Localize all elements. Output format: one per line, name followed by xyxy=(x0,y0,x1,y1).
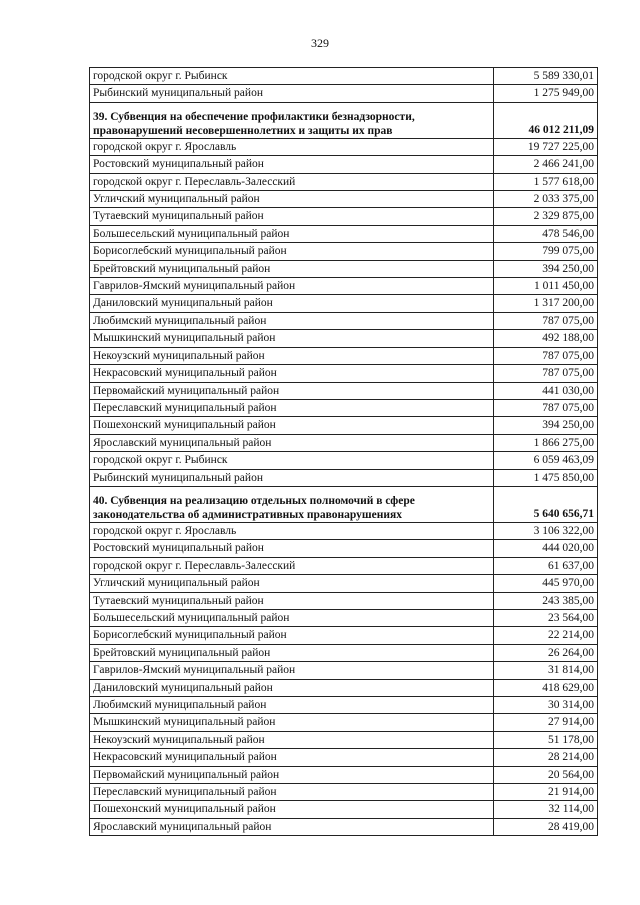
row-amount: 418 629,00 xyxy=(494,679,598,696)
row-name: Рыбинский муниципальный район xyxy=(90,85,494,102)
table-row xyxy=(90,662,598,679)
table-row xyxy=(90,627,598,644)
table-row xyxy=(90,365,598,382)
table-row xyxy=(90,260,598,277)
row-amount: 31 814,00 xyxy=(494,662,598,679)
row-name: Брейтовский муниципальный район xyxy=(90,644,494,661)
table-row xyxy=(90,452,598,469)
table-row xyxy=(90,749,598,766)
row-name: Даниловский муниципальный район xyxy=(90,679,494,696)
row-amount: 1 011 450,00 xyxy=(494,278,598,295)
row-name: Борисоглебский муниципальный район xyxy=(90,627,494,644)
row-name: Некрасовский муниципальный район xyxy=(90,365,494,382)
row-name: Переславский муниципальный район xyxy=(90,784,494,801)
row-name: Даниловский муниципальный район xyxy=(90,295,494,312)
table-row xyxy=(90,644,598,661)
table-row xyxy=(90,382,598,399)
row-amount: 243 385,00 xyxy=(494,592,598,609)
row-amount: 28 214,00 xyxy=(494,749,598,766)
section-header-row xyxy=(90,102,598,138)
row-name: Некрасовский муниципальный район xyxy=(90,749,494,766)
section-header-row xyxy=(90,486,598,522)
table-row xyxy=(90,679,598,696)
row-name: городской округ г. Ярославль xyxy=(90,138,494,155)
table-row xyxy=(90,469,598,486)
table-row xyxy=(90,208,598,225)
row-name: Любимский муниципальный район xyxy=(90,312,494,329)
row-amount: 28 419,00 xyxy=(494,818,598,835)
row-amount: 19 727 225,00 xyxy=(494,138,598,155)
row-name: городской округ г. Рыбинск xyxy=(90,68,494,85)
table-row xyxy=(90,575,598,592)
row-amount: 2 329 875,00 xyxy=(494,208,598,225)
row-amount: 445 970,00 xyxy=(494,575,598,592)
row-amount: 32 114,00 xyxy=(494,801,598,818)
table-row xyxy=(90,540,598,557)
row-amount: 787 075,00 xyxy=(494,347,598,364)
row-name: Угличский муниципальный район xyxy=(90,575,494,592)
table-row xyxy=(90,522,598,539)
row-amount: 27 914,00 xyxy=(494,714,598,731)
row-name: городской округ г. Переславль-Залесский xyxy=(90,173,494,190)
row-name: Некоузский муниципальный район xyxy=(90,347,494,364)
row-name: Ярославский муниципальный район xyxy=(90,818,494,835)
row-amount: 394 250,00 xyxy=(494,260,598,277)
table-row xyxy=(90,801,598,818)
section-title: 40. Субвенция на реализацию отдельных полномочий в сфере законодательства об административных правонарушениях xyxy=(90,486,494,522)
row-amount: 2 466 241,00 xyxy=(494,156,598,173)
row-amount: 1 475 850,00 xyxy=(494,469,598,486)
row-name: Мышкинский муниципальный район xyxy=(90,714,494,731)
row-name: Любимский муниципальный район xyxy=(90,697,494,714)
row-name: Ярославский муниципальный район xyxy=(90,434,494,451)
row-name: Тутаевский муниципальный район xyxy=(90,592,494,609)
row-amount: 30 314,00 xyxy=(494,697,598,714)
row-amount: 1 866 275,00 xyxy=(494,434,598,451)
subvention-table xyxy=(89,67,598,836)
table-row xyxy=(90,138,598,155)
row-name: Некоузский муниципальный район xyxy=(90,731,494,748)
table-row xyxy=(90,784,598,801)
row-amount: 394 250,00 xyxy=(494,417,598,434)
table-row xyxy=(90,697,598,714)
row-amount: 444 020,00 xyxy=(494,540,598,557)
row-amount: 21 914,00 xyxy=(494,784,598,801)
row-amount: 5 589 330,01 xyxy=(494,68,598,85)
row-amount: 6 059 463,09 xyxy=(494,452,598,469)
table-row xyxy=(90,156,598,173)
row-name: Мышкинский муниципальный район xyxy=(90,330,494,347)
table-row xyxy=(90,417,598,434)
row-name: городской округ г. Рыбинск xyxy=(90,452,494,469)
row-name: Пошехонский муниципальный район xyxy=(90,801,494,818)
table-row xyxy=(90,557,598,574)
table-row xyxy=(90,330,598,347)
row-amount: 799 075,00 xyxy=(494,243,598,260)
row-name: Большесельский муниципальный район xyxy=(90,609,494,626)
table-row xyxy=(90,609,598,626)
table-row xyxy=(90,312,598,329)
row-name: городской округ г. Переславль-Залесский xyxy=(90,557,494,574)
table-row xyxy=(90,225,598,242)
row-amount: 51 178,00 xyxy=(494,731,598,748)
table-row xyxy=(90,191,598,208)
row-amount: 478 546,00 xyxy=(494,225,598,242)
table-row xyxy=(90,243,598,260)
table-row xyxy=(90,766,598,783)
row-amount: 787 075,00 xyxy=(494,399,598,416)
row-amount: 1 317 200,00 xyxy=(494,295,598,312)
row-amount: 441 030,00 xyxy=(494,382,598,399)
row-amount: 2 033 375,00 xyxy=(494,191,598,208)
section-total: 5 640 656,71 xyxy=(494,486,598,522)
table-row xyxy=(90,68,598,85)
row-name: Тутаевский муниципальный район xyxy=(90,208,494,225)
table-row xyxy=(90,347,598,364)
row-name: Переславский муниципальный район xyxy=(90,399,494,416)
row-amount: 1 577 618,00 xyxy=(494,173,598,190)
row-name: Ростовский муниципальный район xyxy=(90,156,494,173)
row-amount: 787 075,00 xyxy=(494,365,598,382)
table-row xyxy=(90,731,598,748)
table-row xyxy=(90,592,598,609)
row-name: Первомайский муниципальный район xyxy=(90,382,494,399)
row-name: Борисоглебский муниципальный район xyxy=(90,243,494,260)
row-name: Брейтовский муниципальный район xyxy=(90,260,494,277)
row-amount: 23 564,00 xyxy=(494,609,598,626)
row-name: Ростовский муниципальный район xyxy=(90,540,494,557)
table-row xyxy=(90,295,598,312)
table-row xyxy=(90,818,598,835)
row-name: Рыбинский муниципальный район xyxy=(90,469,494,486)
section-title: 39. Субвенция на обеспечение профилактики безнадзорности, правонарушений несовершеннолетних и защиты их прав xyxy=(90,102,494,138)
row-name: городской округ г. Ярославль xyxy=(90,522,494,539)
row-amount: 492 188,00 xyxy=(494,330,598,347)
row-name: Пошехонский муниципальный район xyxy=(90,417,494,434)
table-row xyxy=(90,434,598,451)
row-amount: 1 275 949,00 xyxy=(494,85,598,102)
row-name: Гаврилов-Ямский муниципальный район xyxy=(90,278,494,295)
table-row xyxy=(90,714,598,731)
row-name: Первомайский муниципальный район xyxy=(90,766,494,783)
row-name: Угличский муниципальный район xyxy=(90,191,494,208)
row-amount: 26 264,00 xyxy=(494,644,598,661)
page-number: 329 xyxy=(311,36,329,50)
row-amount: 61 637,00 xyxy=(494,557,598,574)
row-amount: 3 106 322,00 xyxy=(494,522,598,539)
row-amount: 787 075,00 xyxy=(494,312,598,329)
table-row xyxy=(90,278,598,295)
row-name: Гаврилов-Ямский муниципальный район xyxy=(90,662,494,679)
row-amount: 20 564,00 xyxy=(494,766,598,783)
table-row xyxy=(90,399,598,416)
table-row xyxy=(90,85,598,102)
row-name: Большесельский муниципальный район xyxy=(90,225,494,242)
section-total: 46 012 211,09 xyxy=(494,102,598,138)
row-amount: 22 214,00 xyxy=(494,627,598,644)
table-row xyxy=(90,173,598,190)
